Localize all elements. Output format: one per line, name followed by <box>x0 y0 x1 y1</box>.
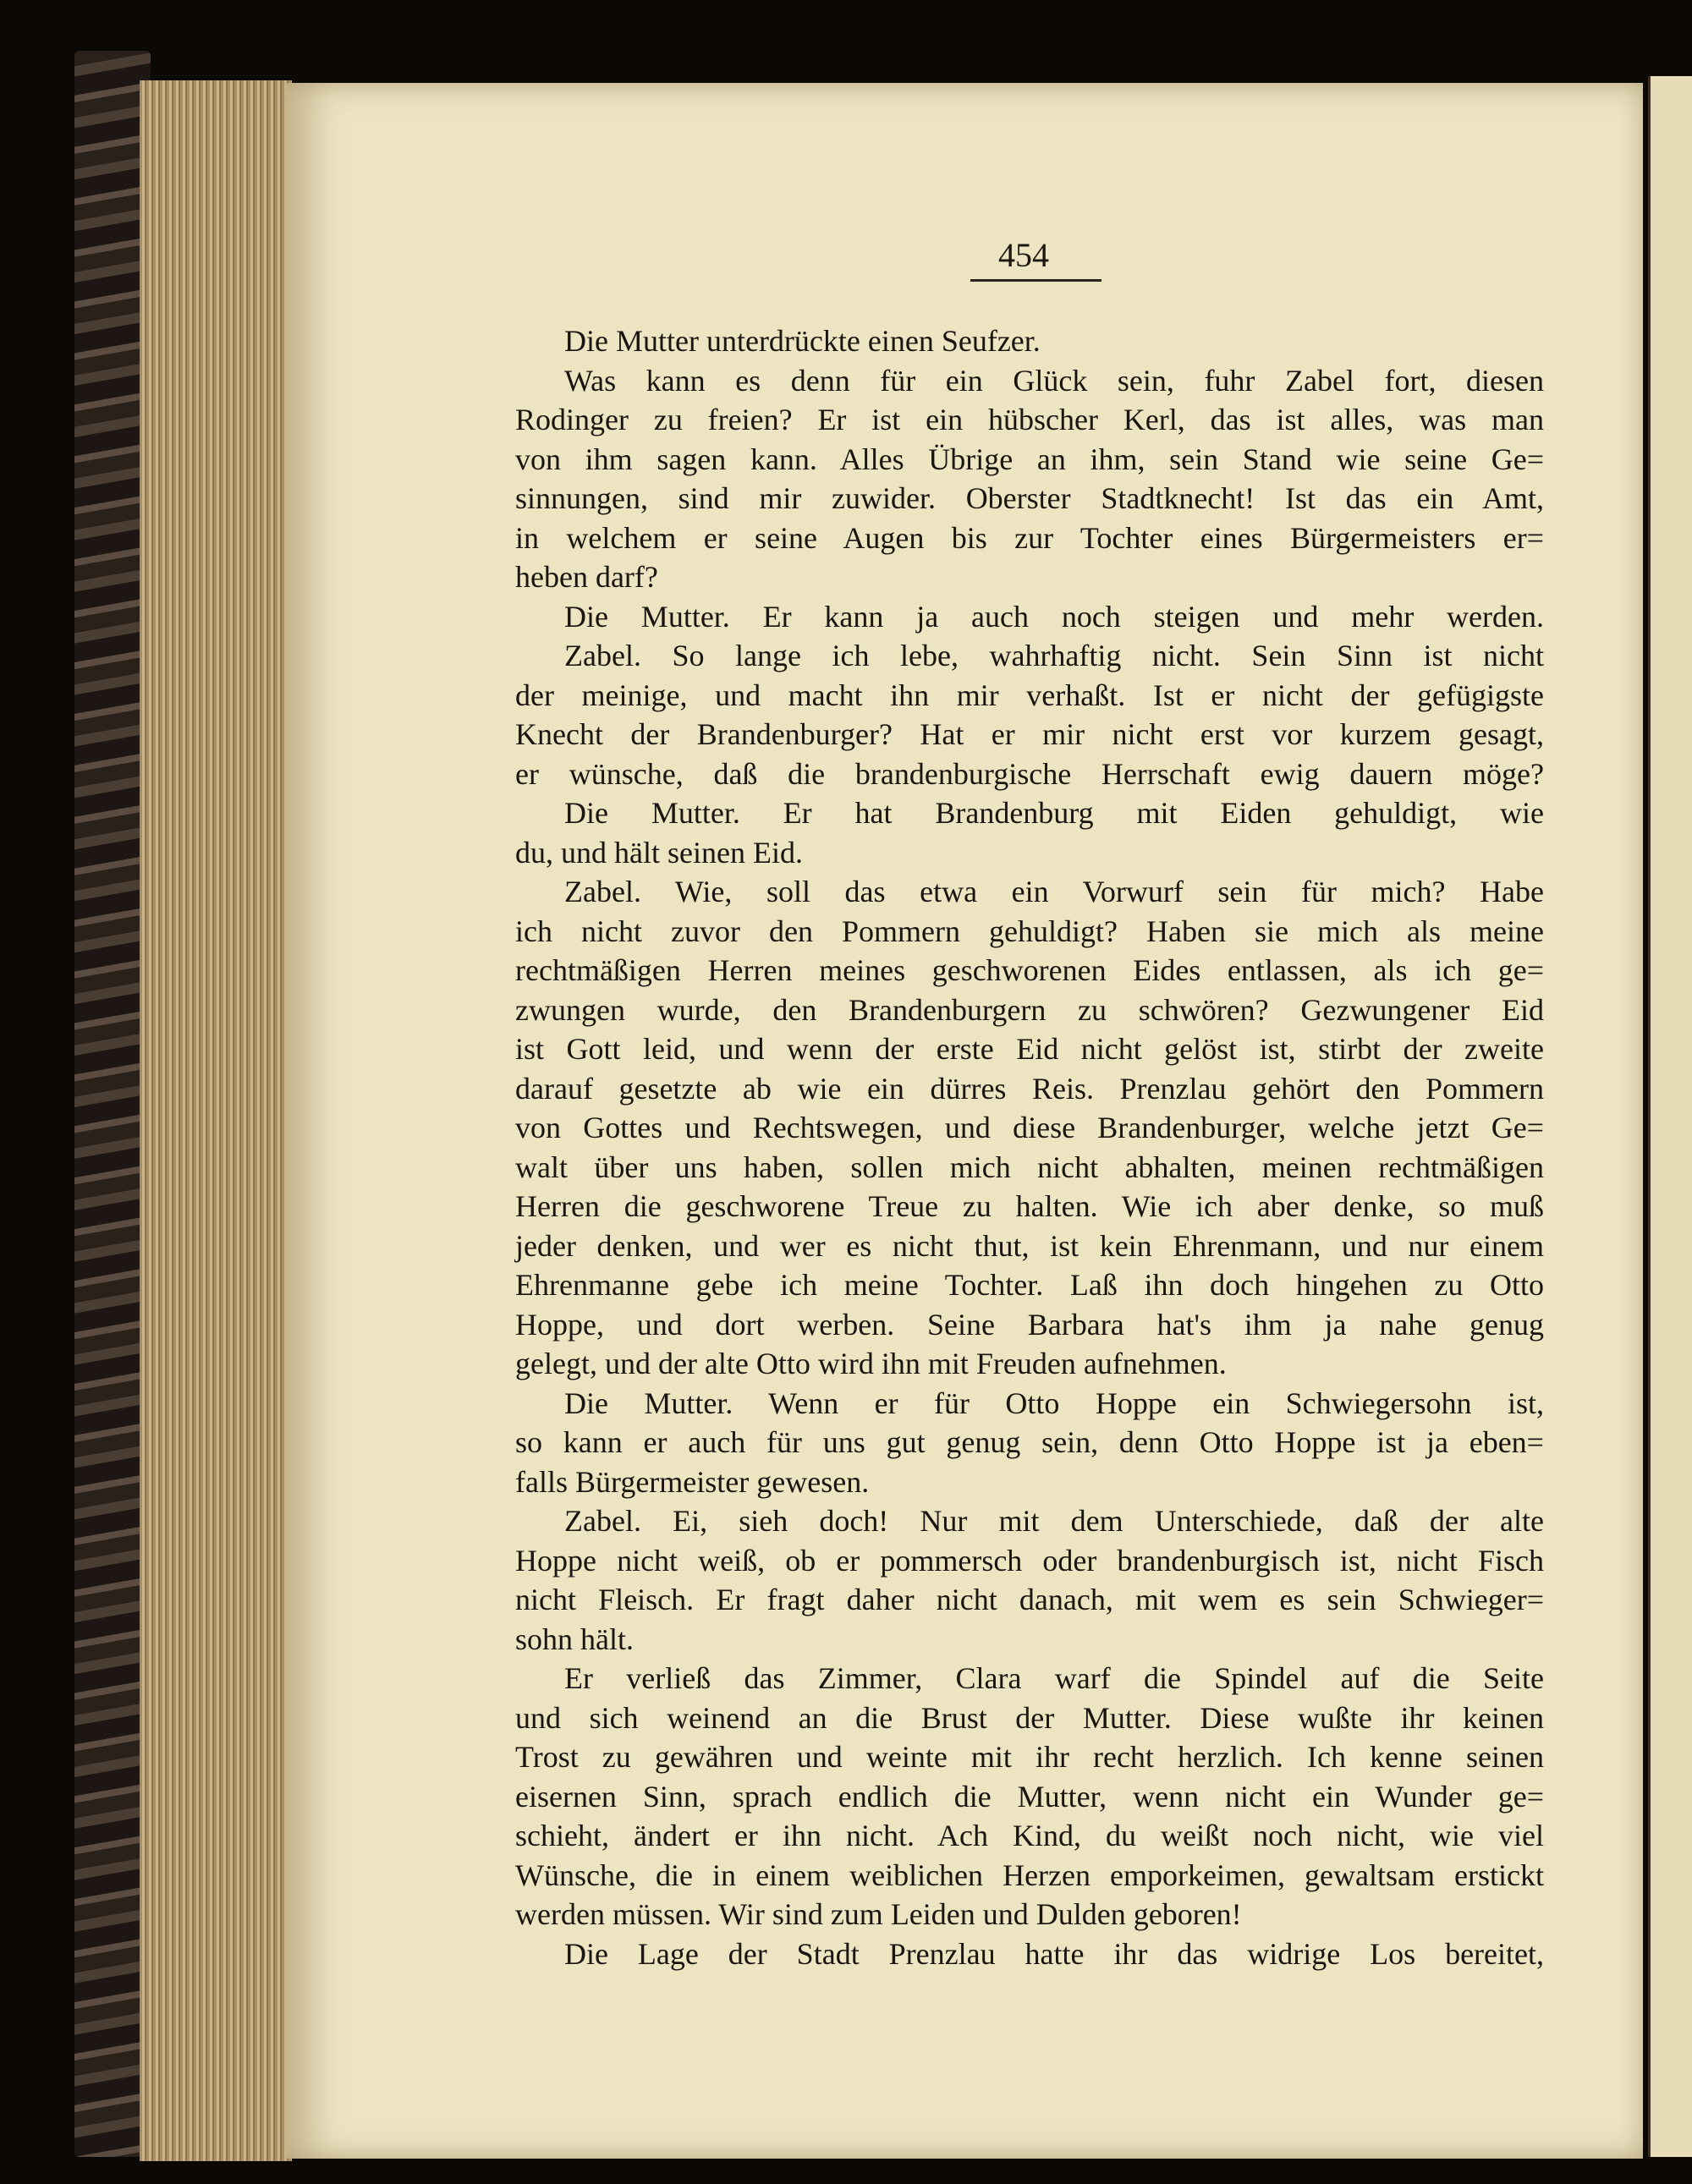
text-line: nicht Fleisch. Er fragt daher nicht danach, mit wem es sein Schwieger= <box>515 1583 1544 1616</box>
text-line: sohn hält. <box>515 1622 634 1656</box>
text-line: Hoppe nicht weiß, ob er pommersch oder brandenburgisch ist, nicht Fisch <box>515 1543 1544 1578</box>
text-line: in welchem er seine Augen bis zur Tochter eines Bürgermeisters er= <box>515 520 1544 555</box>
text-line: Die Mutter. Er hat Brandenburg mit Eiden gehuldigt, wie <box>564 796 1544 830</box>
text-line: er wünsche, daß die brandenburgische Herrschaft ewig dauern möge? <box>515 756 1544 791</box>
text-line: heben darf? <box>515 560 658 594</box>
text-line: walt über uns haben, sollen mich nicht abhalten, meinen rechtmäßigen <box>515 1150 1544 1184</box>
text-line: Zabel. Ei, sieh doch! Nur mit dem Unterschiede, daß der alte <box>564 1504 1544 1538</box>
text-line: Ehrenmanne gebe ich meine Tochter. Laß ihn doch hingehen zu Otto <box>515 1268 1544 1302</box>
text-line: Zabel. So lange ich lebe, wahrhaftig nicht. Sein Sinn ist nicht <box>564 639 1544 672</box>
text-line: zwungen wurde, den Brandenburgern zu schwören? Gezwungener Eid <box>515 992 1544 1027</box>
page-number: 454 <box>998 236 1049 274</box>
text-line: schieht, ändert er ihn nicht. Ach Kind, du weißt noch nicht, wie viel <box>515 1819 1544 1852</box>
text-line: falls Bürgermeister gewesen. <box>515 1464 870 1499</box>
text-line: Was kann es denn für ein Glück sein, fuhr Zabel fort, diesen <box>564 363 1544 398</box>
text-line: sinnungen, sind mir zuwider. Oberster Stadtknecht! Ist das ein Amt, <box>515 481 1544 515</box>
body-text <box>515 321 1544 1973</box>
text-line: Herren die geschworene Treue zu halten. Wie ich aber denke, so muß <box>515 1189 1544 1223</box>
text-line: rechtmäßigen Herren meines geschworenen Eides entlassen, als ich ge= <box>515 953 1544 987</box>
text-line: werden müssen. Wir sind zum Leiden und Dulden geboren! <box>515 1897 1242 1931</box>
header-rule <box>970 279 1101 282</box>
text-line: Knecht der Brandenburger? Hat er mir nicht erst vor kurzem gesagt, <box>515 717 1544 751</box>
text-line: Hoppe, und dort werben. Seine Barbara hat's ihm ja nahe genug <box>515 1307 1544 1342</box>
text-line: Die Mutter. Wenn er für Otto Hoppe ein Schwiegersohn ist, <box>564 1386 1544 1420</box>
facing-page-edge <box>1648 76 1692 2157</box>
text-line: Rodinger zu freien? Er ist ein hübscher Kerl, das ist alles, was man <box>515 403 1544 436</box>
text-line: Die Mutter. Er kann ja auch noch steigen und mehr werden. <box>564 599 1544 634</box>
text-line: Die Mutter unterdrückte einen Seufzer. <box>564 324 1041 358</box>
text-line: du, und hält seinen Eid. <box>515 835 803 870</box>
text-line: darauf gesetzte ab wie ein dürres Reis. Prenzlau gehört den Pommern <box>515 1071 1544 1106</box>
text-line: von Gottes und Rechtswegen, und diese Brandenburger, welche jetzt Ge= <box>515 1111 1544 1144</box>
text-line: jeder denken, und wer es nicht thut, ist kein Ehrenmann, und nur einem <box>515 1228 1544 1263</box>
text-line: Wünsche, die in einem weiblichen Herzen emporkeimen, gewaltsam erstickt <box>515 1857 1544 1892</box>
page-stack-edges <box>140 80 292 2161</box>
text-line: eisernen Sinn, sprach endlich die Mutter, wenn nicht ein Wunder ge= <box>515 1779 1544 1814</box>
text-line: der meinige, und macht ihn mir verhaßt. Ist er nicht der gefügigste <box>515 678 1544 712</box>
text-line: Zabel. Wie, soll das etwa ein Vorwurf sein für mich? Habe <box>564 875 1544 908</box>
text-line: Er verließ das Zimmer, Clara warf die Spindel auf die Seite <box>564 1661 1544 1695</box>
text-line: ist Gott leid, und wenn der erste Eid nicht gelöst ist, stirbt der zweite <box>515 1032 1544 1066</box>
text-line: und sich weinend an die Brust der Mutter. Diese wußte ihr keinen <box>515 1700 1544 1735</box>
text-line: von ihm sagen kann. Alles Übrige an ihm, sein Stand wie seine Ge= <box>515 442 1544 476</box>
text-line: Die Lage der Stadt Prenzlau hatte ihr das widrige Los bereitet, <box>564 1936 1544 1971</box>
text-line: so kann er auch für uns gut genug sein, denn Otto Hoppe ist ja eben= <box>515 1425 1544 1459</box>
text-line: ich nicht zuvor den Pommern gehuldigt? Haben sie mich als meine <box>515 914 1544 948</box>
text-line: Trost zu gewähren und weinte mit ihr recht herzlich. Ich kenne seinen <box>515 1740 1544 1774</box>
text-line: gelegt, und der alte Otto wird ihn mit Freuden aufnehmen. <box>515 1347 1227 1380</box>
